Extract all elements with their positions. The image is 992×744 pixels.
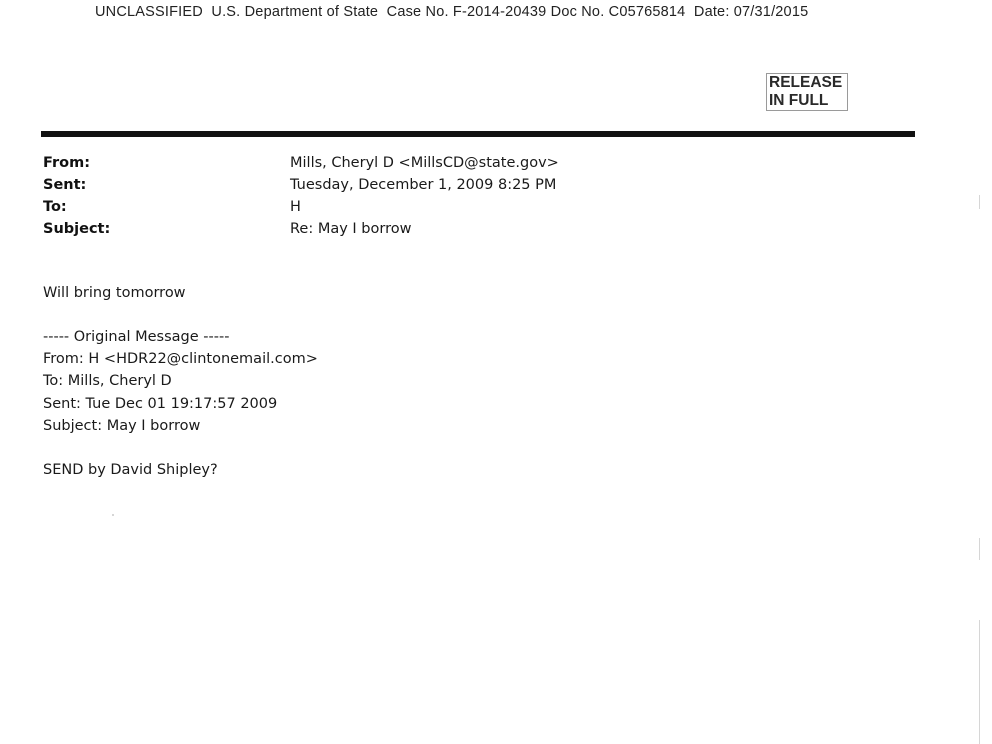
original-subject: Subject: May I borrow: [43, 418, 201, 434]
scan-mark: [979, 620, 980, 744]
classification-header: UNCLASSIFIED U.S. Department of State Case No. F-2014-20439 Doc No. C05765814 Date: 07/31/2015: [95, 4, 809, 20]
sent-label: Sent:: [43, 177, 87, 193]
to-row: [0, 199, 992, 221]
header-divider: [41, 131, 915, 137]
original-from: From: H <HDR22@clintonemail.com>: [43, 351, 318, 367]
to-label: To:: [43, 199, 67, 215]
to-value: H: [290, 199, 301, 215]
subject-value: Re: May I borrow: [290, 221, 412, 237]
release-stamp-line-2: IN FULL: [769, 92, 829, 109]
from-row: [0, 155, 992, 177]
release-stamp-line-1: RELEASE: [769, 74, 843, 91]
scan-mark: [979, 538, 980, 560]
from-value: Mills, Cheryl D <MillsCD@state.gov>: [290, 155, 559, 171]
original-body: SEND by David Shipley?: [43, 462, 218, 478]
original-message-separator: ----- Original Message -----: [43, 329, 230, 345]
subject-row: [0, 221, 992, 243]
sent-value: Tuesday, December 1, 2009 8:25 PM: [290, 177, 557, 193]
scan-mark: [979, 195, 980, 209]
scan-mark: [112, 514, 114, 516]
original-to: To: Mills, Cheryl D: [43, 373, 172, 389]
original-sent: Sent: Tue Dec 01 19:17:57 2009: [43, 396, 278, 412]
sent-row: [0, 177, 992, 199]
subject-label: Subject:: [43, 221, 111, 237]
email-body: Will bring tomorrow: [43, 285, 186, 301]
release-stamp: [766, 73, 848, 111]
from-label: From:: [43, 155, 90, 171]
